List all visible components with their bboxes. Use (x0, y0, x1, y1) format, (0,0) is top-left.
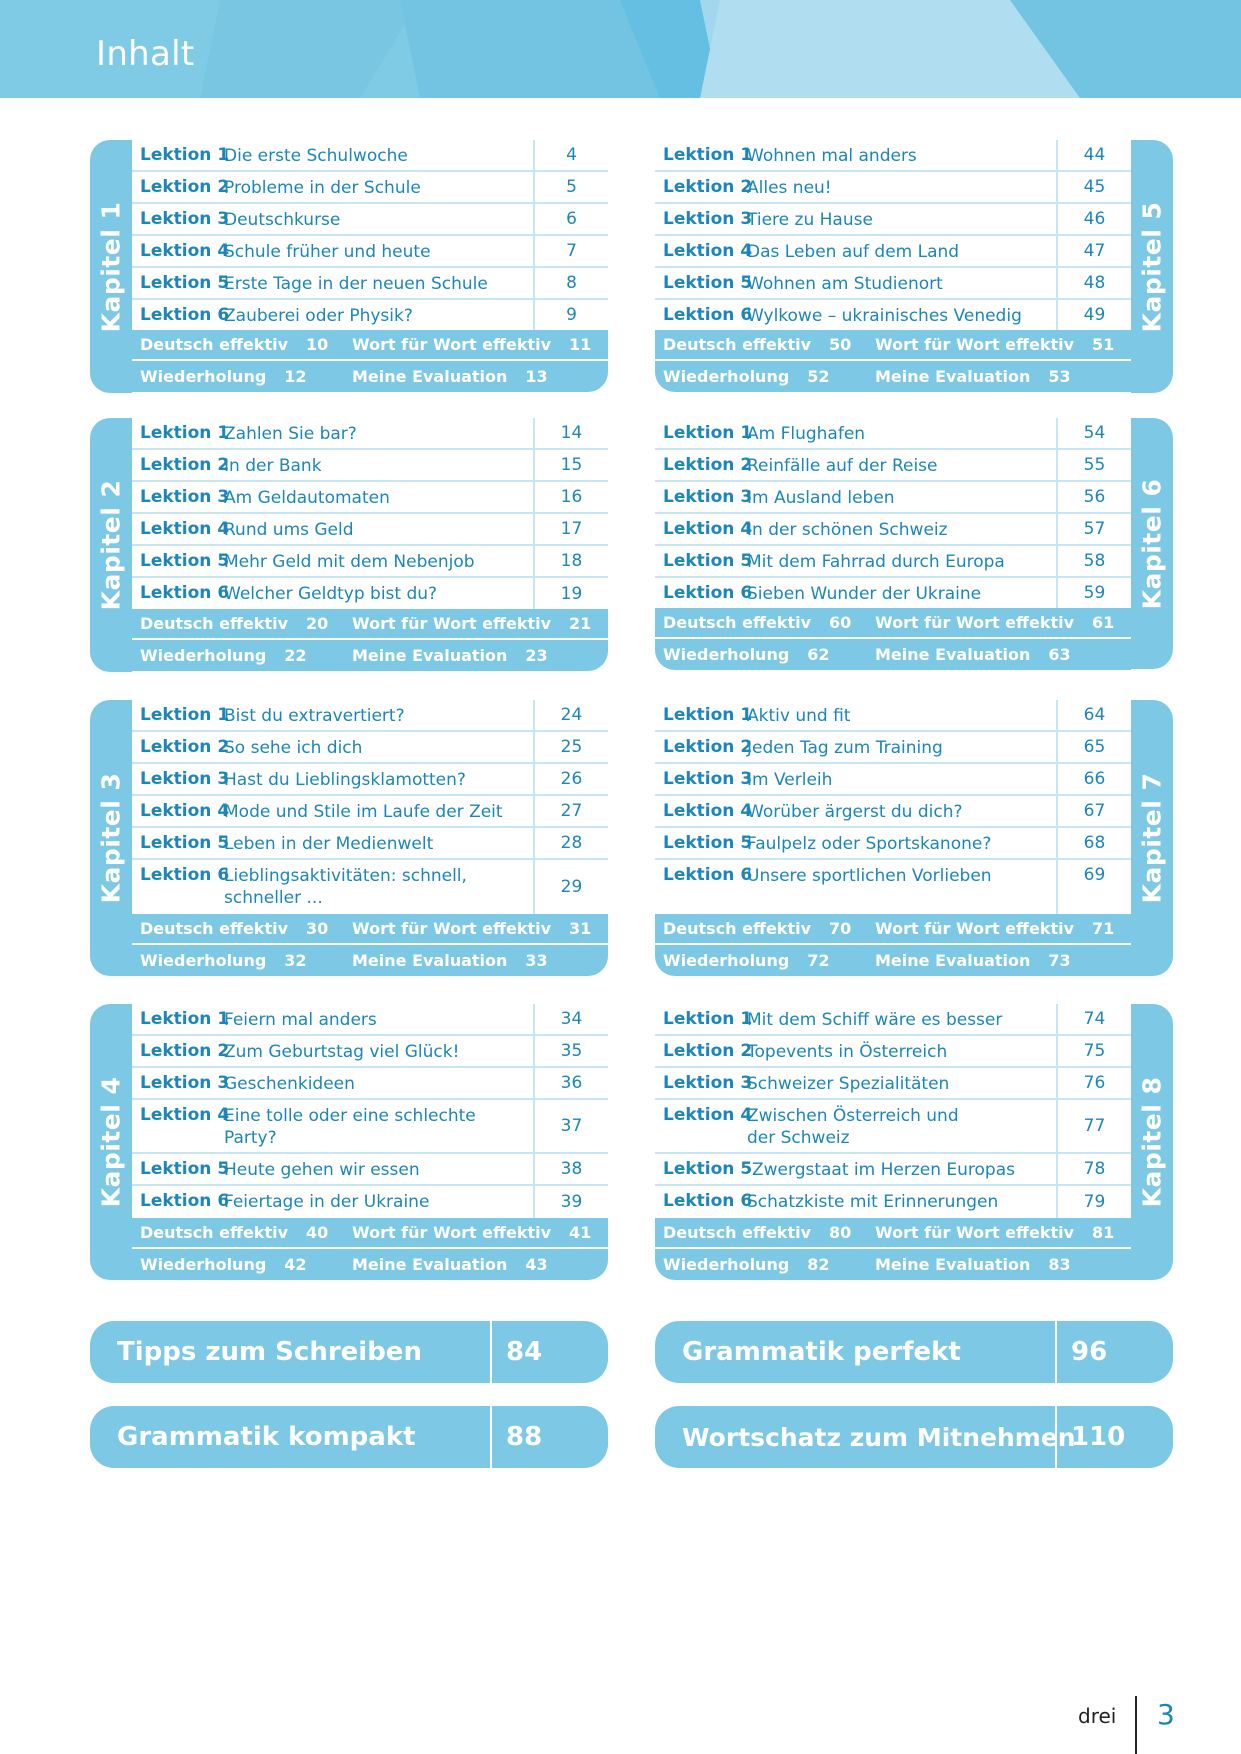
lesson-title: Wylkowe – ukrainisches Venedig (747, 306, 1022, 326)
lesson-title: Probleme in der Schule (224, 178, 421, 198)
lesson-page: 47 (1056, 236, 1131, 266)
lesson-title: Bist du extravertiert? (224, 706, 405, 726)
header-banner (0, 0, 1241, 98)
lesson-row[interactable] (132, 578, 608, 609)
lesson-row[interactable] (655, 172, 1131, 204)
lesson-number: Lektion 4 (663, 801, 753, 821)
appendix-label: Tipps zum Schreiben (90, 1321, 492, 1383)
chapter-tab (90, 418, 132, 672)
lesson-row[interactable] (655, 300, 1131, 330)
lesson-title: So sehe ich dich (224, 738, 363, 758)
deutsch-effektiv-link[interactable]: Deutsch effektiv 40 (140, 1223, 329, 1242)
review-bar (132, 945, 608, 976)
page-number: 3 (1157, 1698, 1175, 1731)
lesson-row[interactable] (132, 732, 608, 764)
wort-fuer-wort-link[interactable]: Wort für Wort effektiv 21 (352, 614, 592, 633)
chapter-block-8 (655, 1004, 1173, 1280)
lesson-row[interactable] (655, 578, 1131, 608)
lesson-title: Am Geldautomaten (224, 488, 390, 508)
lesson-row[interactable] (132, 514, 608, 546)
lesson-row[interactable] (655, 1004, 1131, 1036)
lesson-title: Schatzkiste mit Erinnerungen (747, 1192, 999, 1212)
evaluation-link[interactable]: Meine Evaluation 63 (875, 645, 1071, 664)
lesson-number: Lektion 3 (663, 769, 753, 789)
chapter-label: Kapitel 5 (1137, 201, 1167, 332)
lesson-number: Lektion 3 (140, 1073, 230, 1093)
lesson-title: Die erste Schulwoche (224, 146, 408, 166)
lesson-number: Lektion 4 (663, 1105, 753, 1125)
wiederholung-link[interactable]: Wiederholung 52 (663, 367, 830, 386)
lesson-number: Lektion 1 (140, 423, 230, 443)
lesson-number: Lektion 3 (140, 209, 230, 229)
lesson-title: Zahlen Sie bar? (224, 424, 357, 444)
chapter-label: Kapitel 1 (96, 201, 126, 332)
lesson-number: Lektion 1 (140, 145, 230, 165)
review-bar (655, 361, 1131, 392)
lesson-title: Heute gehen wir essen (224, 1160, 420, 1180)
lesson-title: Feiern mal anders (224, 1010, 377, 1030)
wiederholung-link[interactable]: Wiederholung 42 (140, 1255, 307, 1274)
wiederholung-link[interactable]: Wiederholung 32 (140, 951, 307, 970)
lesson-title: Alles neu! (747, 178, 832, 198)
lesson-row[interactable] (132, 300, 608, 330)
lesson-number: Lektion 1 (140, 1009, 230, 1029)
lesson-title: Mehr Geld mit dem Nebenjob (224, 552, 475, 572)
lesson-row[interactable] (132, 172, 608, 204)
lesson-title: Geschenkideen (224, 1074, 355, 1094)
lesson-page: 74 (1056, 1004, 1131, 1034)
lesson-page: 76 (1056, 1068, 1131, 1098)
chapter-tab (1131, 1004, 1173, 1280)
lesson-page: 57 (1056, 514, 1131, 544)
lesson-page: 4 (533, 140, 608, 170)
lesson-row[interactable] (132, 1068, 608, 1100)
lesson-title: Zwergstaat im Herzen Europas (752, 1160, 1015, 1180)
lesson-title: Hast du Lieblingsklamotten? (224, 770, 466, 790)
lesson-title: Topevents in Österreich (747, 1042, 948, 1062)
wort-fuer-wort-link[interactable]: Wort für Wort effektiv 71 (875, 919, 1115, 938)
lesson-row[interactable] (655, 796, 1131, 828)
lesson-row[interactable] (655, 1186, 1131, 1218)
chapter-block-1 (90, 140, 608, 393)
chapter-block-6 (655, 418, 1173, 669)
lesson-page: 55 (1056, 450, 1131, 480)
lesson-number: Lektion 4 (663, 519, 753, 539)
lesson-page: 14 (533, 418, 608, 448)
lesson-title: Rund ums Geld (224, 520, 354, 540)
chapter-block-5 (655, 140, 1173, 393)
lesson-number: Lektion 6 (663, 1191, 753, 1211)
lesson-number: Lektion 3 (663, 1073, 753, 1093)
page-number-word: drei (1078, 1704, 1117, 1728)
lesson-title: In der Bank (224, 456, 322, 476)
lesson-number: Lektion 4 (140, 801, 230, 821)
lesson-page: 65 (1056, 732, 1131, 762)
review-bar (655, 1249, 1131, 1280)
lesson-number: Lektion 1 (663, 423, 753, 443)
chapter-tab (1131, 700, 1173, 976)
lesson-page: 59 (1056, 578, 1131, 608)
lesson-page: 25 (533, 732, 608, 762)
lesson-row[interactable] (132, 796, 608, 828)
lesson-page: 69 (1056, 860, 1131, 914)
appendix-page: 84 (506, 1337, 543, 1367)
lesson-row[interactable] (655, 418, 1131, 450)
lesson-row[interactable] (655, 828, 1131, 860)
lesson-page: 68 (1056, 828, 1131, 858)
lesson-page: 5 (533, 172, 608, 202)
lesson-row[interactable] (655, 1100, 1131, 1154)
evaluation-link[interactable]: Meine Evaluation 73 (875, 951, 1071, 970)
evaluation-link[interactable]: Meine Evaluation 43 (352, 1255, 548, 1274)
lesson-page: 35 (533, 1036, 608, 1066)
lesson-page: 29 (533, 860, 608, 914)
lesson-title: Am Flughafen (747, 424, 866, 444)
lesson-title: Welcher Geldtyp bist du? (224, 584, 438, 604)
lesson-number: Lektion 5 (140, 551, 230, 571)
lesson-row[interactable] (132, 828, 608, 860)
lesson-page: 24 (533, 700, 608, 730)
lesson-row[interactable] (655, 268, 1131, 300)
appendix-page: 88 (506, 1422, 543, 1452)
lesson-number: Lektion 5 (140, 273, 230, 293)
lesson-title: Schule früher und heute (224, 242, 431, 262)
chapter-label: Kapitel 8 (1137, 1076, 1167, 1208)
lesson-title: Erste Tage in der neuen Schule (224, 274, 488, 294)
lesson-page: 7 (533, 236, 608, 266)
chapter-tab (90, 1004, 132, 1280)
chapter-block-2 (90, 418, 608, 672)
lesson-number: Lektion 6 (663, 865, 753, 885)
review-bar (655, 945, 1131, 976)
deutsch-effektiv-link[interactable]: Deutsch effektiv 20 (140, 614, 329, 633)
lesson-page: 64 (1056, 700, 1131, 730)
lesson-row[interactable] (132, 546, 608, 578)
lesson-number: Lektion 5 (663, 1159, 753, 1179)
lesson-page: 45 (1056, 172, 1131, 202)
lesson-page: 38 (533, 1154, 608, 1184)
wiederholung-link[interactable]: Wiederholung 12 (140, 367, 307, 386)
extras-bar (655, 330, 1131, 361)
appendix-page: 96 (1071, 1337, 1108, 1367)
review-bar (655, 639, 1131, 670)
lesson-row[interactable] (132, 204, 608, 236)
lesson-number: Lektion 6 (663, 583, 753, 603)
lesson-number: Lektion 2 (140, 455, 230, 475)
lesson-row[interactable] (655, 732, 1131, 764)
lesson-page: 66 (1056, 764, 1131, 794)
lesson-page: 67 (1056, 796, 1131, 826)
lesson-number: Lektion 6 (140, 583, 230, 603)
appendix-page: 110 (1071, 1422, 1126, 1452)
wiederholung-link[interactable]: Wiederholung 62 (663, 645, 830, 664)
lesson-row[interactable] (655, 236, 1131, 268)
review-bar (132, 1249, 608, 1280)
wort-fuer-wort-link[interactable]: Wort für Wort effektiv 81 (875, 1223, 1115, 1242)
lesson-number: Lektion 5 (663, 551, 753, 571)
wort-fuer-wort-link[interactable]: Wort für Wort effektiv 51 (875, 335, 1115, 354)
lesson-page: 58 (1056, 546, 1131, 576)
deutsch-effektiv-link[interactable]: Deutsch effektiv 70 (663, 919, 852, 938)
deutsch-effektiv-link[interactable]: Deutsch effektiv 10 (140, 335, 329, 354)
appendix-wortschatz[interactable] (655, 1406, 1173, 1468)
lesson-title: Mit dem Schiff wäre es besser (747, 1010, 1003, 1030)
lesson-page: 19 (533, 578, 608, 609)
footer-divider (1135, 1696, 1137, 1754)
lesson-page: 36 (533, 1068, 608, 1098)
lesson-page: 18 (533, 546, 608, 576)
lesson-title: Zwischen Österreich und der Schweiz (747, 1106, 959, 1148)
lesson-page: 8 (533, 268, 608, 298)
chapter-tab (1131, 418, 1173, 669)
lesson-title: Jeden Tag zum Training (747, 738, 943, 758)
wort-fuer-wort-link[interactable]: Wort für Wort effektiv 31 (352, 919, 592, 938)
extras-bar (655, 1218, 1131, 1249)
lesson-row[interactable] (132, 1100, 608, 1154)
lesson-page: 17 (533, 514, 608, 544)
lesson-number: Lektion 3 (140, 487, 230, 507)
lesson-title: Faulpelz oder Sportskanone? (747, 834, 992, 854)
chapter-label: Kapitel 2 (96, 479, 126, 611)
lesson-title: Mit dem Fahrrad durch Europa (747, 552, 1005, 572)
lesson-number: Lektion 1 (663, 145, 753, 165)
appendix-tipps-zum-schreiben[interactable] (90, 1321, 608, 1383)
lesson-number: Lektion 3 (663, 209, 753, 229)
lesson-number: Lektion 6 (140, 1191, 230, 1211)
lesson-title: Wohnen mal anders (747, 146, 917, 166)
chapter-block-4 (90, 1004, 608, 1280)
lesson-row[interactable] (655, 764, 1131, 796)
lesson-number: Lektion 4 (140, 241, 230, 261)
lesson-row[interactable] (132, 236, 608, 268)
lesson-number: Lektion 2 (663, 455, 753, 475)
lesson-row[interactable] (132, 482, 608, 514)
page-title: Inhalt (96, 34, 195, 74)
lesson-page: 46 (1056, 204, 1131, 234)
lesson-number: Lektion 2 (140, 737, 230, 757)
lesson-number: Lektion 2 (140, 1041, 230, 1061)
lesson-title: Das Leben auf dem Land (747, 242, 960, 262)
wort-fuer-wort-link[interactable]: Wort für Wort effektiv 61 (875, 613, 1115, 632)
evaluation-link[interactable]: Meine Evaluation 33 (352, 951, 548, 970)
lesson-number: Lektion 2 (663, 1041, 753, 1061)
chapter-block-3 (90, 700, 608, 976)
lesson-page: 9 (533, 300, 608, 330)
evaluation-link[interactable]: Meine Evaluation 23 (352, 646, 548, 665)
lesson-page: 78 (1056, 1154, 1131, 1184)
appendix-label: Wortschatz zum Mitnehmen (655, 1406, 1057, 1468)
lesson-row[interactable] (132, 418, 608, 450)
lesson-number: Lektion 1 (663, 705, 753, 725)
lesson-title: Wohnen am Studienort (747, 274, 943, 294)
wiederholung-link[interactable]: Wiederholung 82 (663, 1255, 830, 1274)
lesson-title: Zauberei oder Physik? (224, 306, 413, 326)
extras-bar (655, 914, 1131, 945)
lesson-number: Lektion 6 (663, 305, 753, 325)
lesson-row[interactable] (655, 140, 1131, 172)
wiederholung-link[interactable]: Wiederholung 72 (663, 951, 830, 970)
wort-fuer-wort-link[interactable]: Wort für Wort effektiv 11 (352, 335, 592, 354)
extras-bar (132, 1218, 608, 1249)
lesson-row[interactable] (132, 1186, 608, 1218)
lesson-title: Leben in der Medienwelt (224, 834, 434, 854)
lesson-title: Lieblingsaktivitäten: schnell, schneller ... (224, 866, 467, 908)
deutsch-effektiv-link[interactable]: Deutsch effektiv 30 (140, 919, 329, 938)
lesson-number: Lektion 4 (140, 519, 230, 539)
lesson-page: 15 (533, 450, 608, 480)
lesson-title: Mode und Stile im Laufe der Zeit (224, 802, 503, 822)
wiederholung-link[interactable]: Wiederholung 22 (140, 646, 307, 665)
lesson-title: Tiere zu Hause (747, 210, 873, 230)
lesson-number: Lektion 4 (140, 1105, 230, 1125)
lesson-title: Sieben Wunder der Ukraine (747, 584, 982, 604)
lesson-row[interactable] (655, 546, 1131, 578)
extras-bar (132, 330, 608, 361)
lesson-title: Feiertage in der Ukraine (224, 1192, 430, 1212)
lesson-row[interactable] (655, 204, 1131, 236)
lesson-number: Lektion 5 (140, 1159, 230, 1179)
lesson-page: 56 (1056, 482, 1131, 512)
lesson-row[interactable] (132, 700, 608, 732)
appendix-label: Grammatik kompakt (90, 1406, 492, 1468)
lesson-page: 44 (1056, 140, 1131, 170)
lesson-page: 6 (533, 204, 608, 234)
deutsch-effektiv-link[interactable]: Deutsch effektiv 80 (663, 1223, 852, 1242)
lesson-title: Eine tolle oder eine schlechte Party? (224, 1106, 476, 1148)
lesson-title: Schweizer Spezialitäten (747, 1074, 950, 1094)
lesson-row[interactable] (132, 450, 608, 482)
lesson-title: Unsere sportlichen Vorlieben (747, 866, 992, 886)
chapter-label: Kapitel 4 (96, 1076, 126, 1208)
lesson-page: 79 (1056, 1186, 1131, 1218)
lesson-title: Im Verleih (747, 770, 833, 790)
lesson-title: Zum Geburtstag viel Glück! (224, 1042, 460, 1062)
lesson-title: Reinfälle auf der Reise (747, 456, 938, 476)
lesson-row[interactable] (132, 1004, 608, 1036)
evaluation-link[interactable]: Meine Evaluation 53 (875, 367, 1071, 386)
lesson-page: 48 (1056, 268, 1131, 298)
lesson-number: Lektion 6 (140, 305, 230, 325)
lesson-row[interactable] (132, 764, 608, 796)
lesson-page: 77 (1056, 1100, 1131, 1152)
lesson-row[interactable] (655, 1036, 1131, 1068)
wort-fuer-wort-link[interactable]: Wort für Wort effektiv 41 (352, 1223, 592, 1242)
lesson-row[interactable] (655, 1154, 1131, 1186)
lesson-title: Deutschkurse (224, 210, 341, 230)
lesson-page: 16 (533, 482, 608, 512)
lesson-page: 39 (533, 1186, 608, 1218)
lesson-row[interactable] (132, 140, 608, 172)
lesson-number: Lektion 5 (140, 833, 230, 853)
chapter-block-7 (655, 700, 1173, 976)
lesson-page: 26 (533, 764, 608, 794)
lesson-page: 37 (533, 1100, 608, 1152)
lesson-title: In der schönen Schweiz (747, 520, 948, 540)
deutsch-effektiv-link[interactable]: Deutsch effektiv 60 (663, 613, 852, 632)
evaluation-link[interactable]: Meine Evaluation 83 (875, 1255, 1071, 1274)
lesson-page: 34 (533, 1004, 608, 1034)
lesson-number: Lektion 5 (663, 833, 753, 853)
appendix-label: Grammatik perfekt (655, 1321, 1057, 1383)
lesson-page: 54 (1056, 418, 1131, 448)
lesson-row[interactable] (655, 860, 1131, 914)
lesson-number: Lektion 3 (140, 769, 230, 789)
lesson-row[interactable] (655, 450, 1131, 482)
lesson-number: Lektion 1 (140, 705, 230, 725)
appendix-grammatik-perfekt[interactable] (655, 1321, 1173, 1383)
chapter-label: Kapitel 7 (1137, 772, 1167, 904)
lesson-row[interactable] (655, 514, 1131, 546)
lesson-number: Lektion 2 (663, 177, 753, 197)
lesson-page: 75 (1056, 1036, 1131, 1066)
evaluation-link[interactable]: Meine Evaluation 13 (352, 367, 548, 386)
lesson-number: Lektion 4 (663, 241, 753, 261)
lesson-row[interactable] (132, 860, 608, 914)
chapter-tab (90, 700, 132, 976)
deutsch-effektiv-link[interactable]: Deutsch effektiv 50 (663, 335, 852, 354)
lesson-title: Im Ausland leben (747, 488, 895, 508)
lesson-number: Lektion 5 (663, 273, 753, 293)
lesson-number: Lektion 3 (663, 487, 753, 507)
lesson-row[interactable] (132, 268, 608, 300)
lesson-title: Worüber ärgerst du dich? (747, 802, 963, 822)
lesson-row[interactable] (132, 1154, 608, 1186)
lesson-row[interactable] (132, 1036, 608, 1068)
lesson-page: 27 (533, 796, 608, 826)
review-bar (132, 640, 608, 671)
lesson-row[interactable] (655, 482, 1131, 514)
appendix-grammatik-kompakt[interactable] (90, 1406, 608, 1468)
lesson-page: 28 (533, 828, 608, 858)
chapter-tab (1131, 140, 1173, 393)
extras-bar (132, 609, 608, 640)
lesson-number: Lektion 6 (140, 865, 230, 885)
lesson-number: Lektion 1 (663, 1009, 753, 1029)
lesson-page: 49 (1056, 300, 1131, 330)
lesson-number: Lektion 2 (140, 177, 230, 197)
chapter-tab (90, 140, 132, 393)
lesson-row[interactable] (655, 700, 1131, 732)
chapter-label: Kapitel 3 (96, 772, 126, 904)
lesson-title: Aktiv und fit (747, 706, 851, 726)
extras-bar (655, 608, 1131, 639)
lesson-row[interactable] (655, 1068, 1131, 1100)
chapter-label: Kapitel 6 (1137, 478, 1167, 609)
extras-bar (132, 914, 608, 945)
review-bar (132, 361, 608, 392)
lesson-number: Lektion 2 (663, 737, 753, 757)
